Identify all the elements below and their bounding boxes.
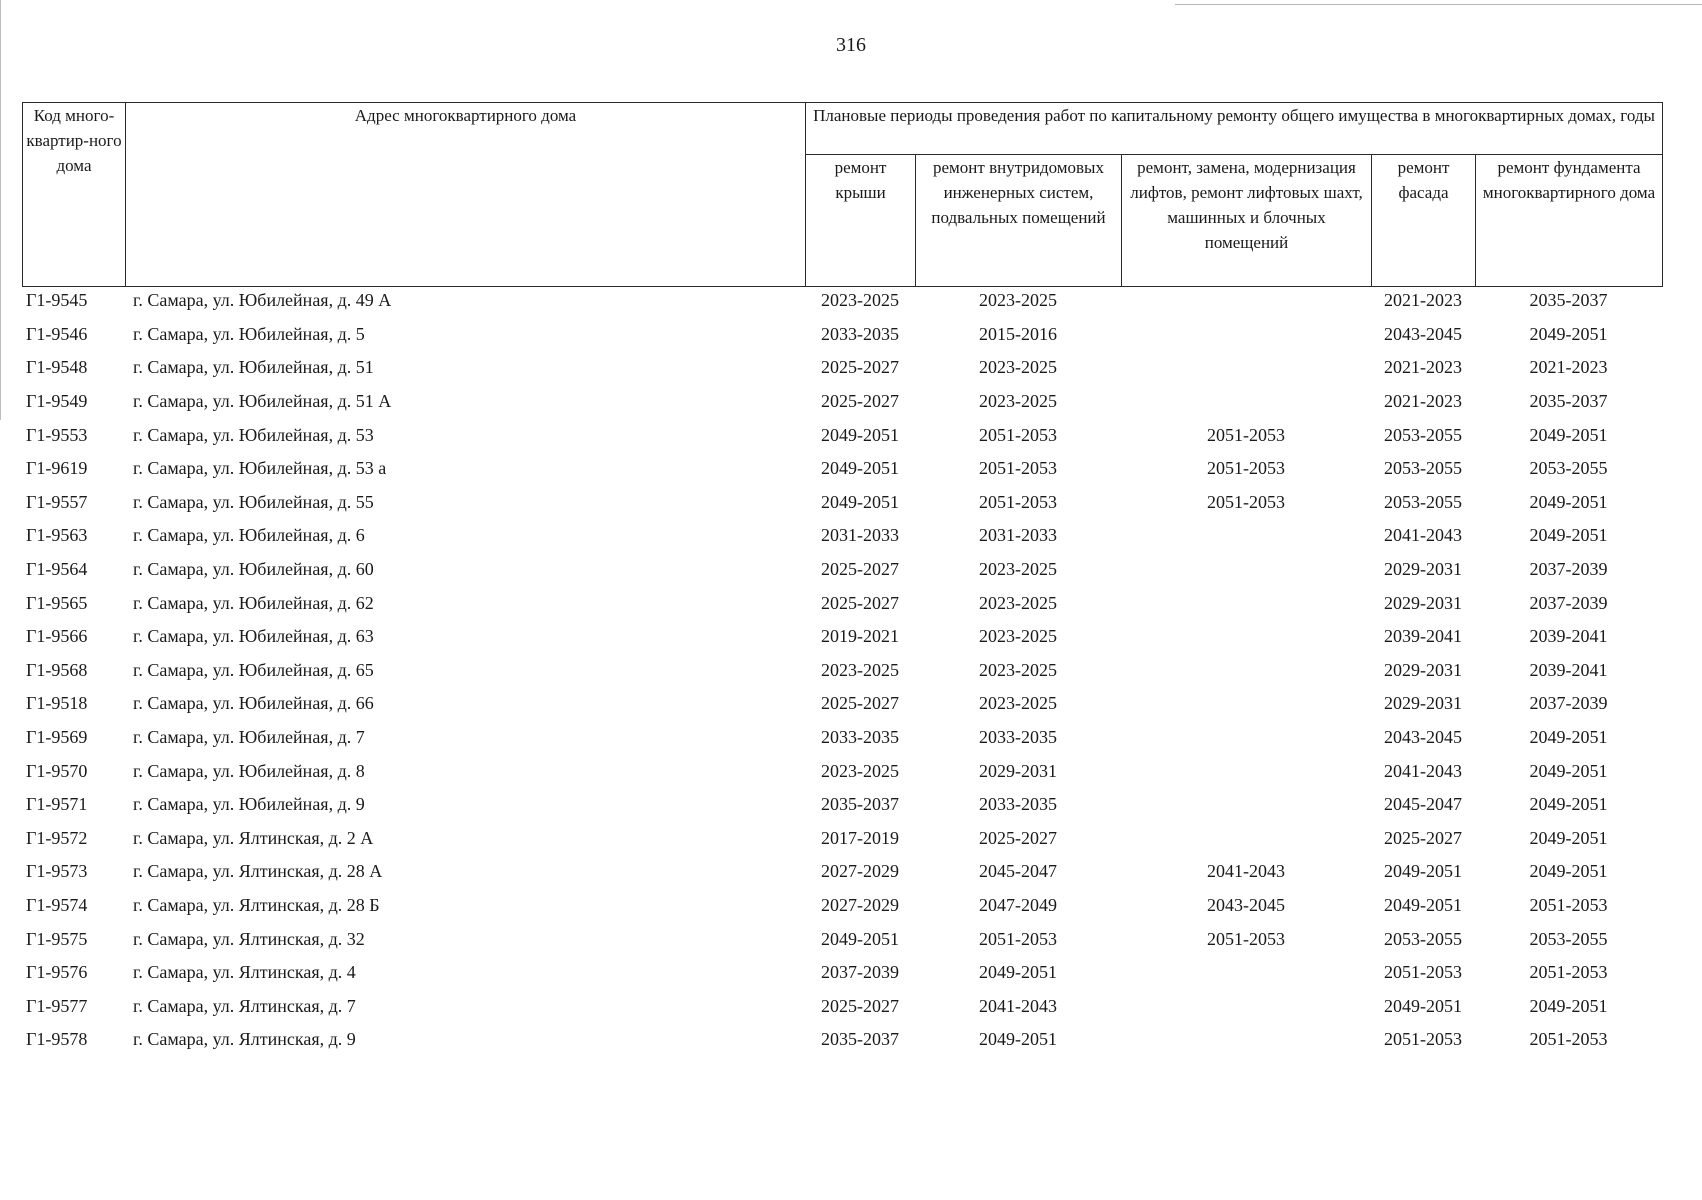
building-address: г. Самара, ул. Ялтинская, д. 2 А [133,827,374,848]
lift-period [1121,654,1371,688]
table-row [22,519,1662,553]
roof-period: 2023-2025 [821,760,899,781]
page-number: 316 [836,34,866,56]
building-address: г. Самара, ул. Юбилейная, д. 5 [133,323,365,344]
building-address: г. Самара, ул. Юбилейная, д. 63 [133,626,374,647]
data-rows [22,284,1662,1057]
roof-period: 2035-2037 [821,794,899,815]
foundation-period: 2039-2041 [1529,659,1608,680]
data-table [22,284,1662,1057]
roof-period: 2033-2035 [821,727,899,748]
roof-period: 2025-2027 [821,559,899,580]
roof-period: 2023-2025 [821,659,899,680]
scan-top-rule [1175,4,1702,5]
engineering-period: 2049-2051 [979,1029,1057,1050]
engineering-period: 2033-2035 [979,794,1057,815]
roof-period: 2025-2027 [821,693,899,714]
building-code: Г1-9549 [26,391,88,412]
foundation-period: 2039-2041 [1529,626,1608,647]
building-code: Г1-9569 [26,727,88,748]
building-code: Г1-9578 [26,1029,88,1050]
lift-period [1121,586,1371,620]
building-code: Г1-9619 [26,458,88,479]
table-row [22,754,1662,788]
table-row [22,385,1662,419]
building-code: Г1-9571 [26,794,88,815]
foundation-period: 2049-2051 [1529,827,1608,848]
building-address: г. Самара, ул. Юбилейная, д. 53 а [133,458,387,479]
facade-period: 2043-2045 [1384,323,1462,344]
table-row [22,586,1662,620]
foundation-period: 2051-2053 [1529,962,1608,983]
engineering-period: 2023-2025 [979,290,1057,311]
lift-period [1121,754,1371,788]
lift-period [1121,284,1371,318]
lift-period: 2051-2053 [1207,491,1285,512]
building-code: Г1-9570 [26,760,88,781]
table-row [22,889,1662,923]
header-address: Адрес многоквартирного дома [126,103,806,287]
facade-period: 2043-2045 [1384,727,1462,748]
lift-period: 2043-2045 [1207,894,1285,915]
foundation-period: 2049-2051 [1529,323,1608,344]
building-address: г. Самара, ул. Юбилейная, д. 60 [133,559,374,580]
building-address: г. Самара, ул. Ялтинская, д. 32 [133,928,365,949]
facade-period: 2051-2053 [1384,962,1462,983]
building-address: г. Самара, ул. Юбилейная, д. 9 [133,794,365,815]
building-address: г. Самара, ул. Ялтинская, д. 28 Б [133,894,380,915]
engineering-period: 2025-2027 [979,827,1057,848]
engineering-period: 2033-2035 [979,727,1057,748]
roof-period: 2025-2027 [821,592,899,613]
foundation-period: 2037-2039 [1529,592,1608,613]
header-foundation: ремонт фундамента многоквартирного дома [1476,155,1663,287]
foundation-period: 2049-2051 [1529,424,1608,445]
foundation-period: 2035-2037 [1529,290,1608,311]
table-row [22,318,1662,352]
roof-period: 2027-2029 [821,861,899,882]
lift-period [1121,620,1371,654]
foundation-period: 2035-2037 [1529,391,1608,412]
table-row [22,418,1662,452]
building-code: Г1-9557 [26,491,88,512]
building-code: Г1-9564 [26,559,88,580]
foundation-period: 2053-2055 [1529,458,1608,479]
engineering-period: 2047-2049 [979,894,1057,915]
table-row [22,654,1662,688]
lift-period: 2051-2053 [1207,458,1285,479]
table-row [22,721,1662,755]
roof-period: 2049-2051 [821,491,899,512]
foundation-period: 2053-2055 [1529,928,1608,949]
table-row [22,922,1662,956]
lift-period [1121,822,1371,856]
lift-period [1121,788,1371,822]
table-row [22,553,1662,587]
building-code: Г1-9572 [26,827,88,848]
table-header [22,102,1663,287]
roof-period: 2035-2037 [821,1029,899,1050]
facade-period: 2029-2031 [1384,592,1462,613]
engineering-period: 2029-2031 [979,760,1057,781]
lift-period: 2051-2053 [1207,928,1285,949]
foundation-period: 2049-2051 [1529,995,1608,1016]
roof-period: 2019-2021 [821,626,899,647]
building-code: Г1-9574 [26,894,88,915]
building-address: г. Самара, ул. Юбилейная, д. 6 [133,525,365,546]
foundation-period: 2049-2051 [1529,525,1608,546]
facade-period: 2029-2031 [1384,659,1462,680]
building-code: Г1-9563 [26,525,88,546]
lift-period [1121,956,1371,990]
lift-period: 2051-2053 [1207,424,1285,445]
engineering-period: 2023-2025 [979,693,1057,714]
table-row [22,351,1662,385]
building-address: г. Самара, ул. Юбилейная, д. 66 [133,693,374,714]
building-code: Г1-9546 [26,323,88,344]
table-row [22,452,1662,486]
facade-period: 2025-2027 [1384,827,1462,848]
foundation-period: 2049-2051 [1529,861,1608,882]
header-code: Код много-квартир-ного дома [23,103,126,287]
facade-period: 2053-2055 [1384,491,1462,512]
facade-period: 2049-2051 [1384,861,1462,882]
table-row [22,284,1662,318]
facade-period: 2053-2055 [1384,424,1462,445]
header-roof: ремонт крыши [806,155,916,287]
facade-period: 2041-2043 [1384,525,1462,546]
lift-period: 2041-2043 [1207,861,1285,882]
engineering-period: 2023-2025 [979,626,1057,647]
roof-period: 2027-2029 [821,894,899,915]
engineering-period: 2023-2025 [979,391,1057,412]
header-periods: Плановые периоды проведения работ по капитальному ремонту общего имущества в многоквартирных домах, годы [806,103,1663,155]
table-row [22,855,1662,889]
building-address: г. Самара, ул. Юбилейная, д. 62 [133,592,374,613]
facade-period: 2053-2055 [1384,928,1462,949]
facade-period: 2021-2023 [1384,391,1462,412]
building-address: г. Самара, ул. Юбилейная, д. 65 [133,659,374,680]
facade-period: 2021-2023 [1384,290,1462,311]
foundation-period: 2021-2023 [1529,357,1608,378]
lift-period [1121,318,1371,352]
building-code: Г1-9573 [26,861,88,882]
roof-period: 2049-2051 [821,928,899,949]
roof-period: 2037-2039 [821,962,899,983]
foundation-period: 2049-2051 [1529,491,1608,512]
roof-period: 2049-2051 [821,458,899,479]
roof-period: 2017-2019 [821,827,899,848]
building-code: Г1-9576 [26,962,88,983]
scan-left-rule [0,0,1,420]
building-address: г. Самара, ул. Ялтинская, д. 4 [133,962,356,983]
building-address: г. Самара, ул. Юбилейная, д. 53 [133,424,374,445]
building-code: Г1-9548 [26,357,88,378]
engineering-period: 2051-2053 [979,928,1057,949]
engineering-period: 2023-2025 [979,659,1057,680]
engineering-period: 2031-2033 [979,525,1057,546]
table-row [22,687,1662,721]
lift-period [1121,1023,1371,1057]
facade-period: 2045-2047 [1384,794,1462,815]
roof-period: 2049-2051 [821,424,899,445]
table-row [22,822,1662,856]
lift-period [1121,687,1371,721]
facade-period: 2049-2051 [1384,894,1462,915]
facade-period: 2053-2055 [1384,458,1462,479]
engineering-period: 2051-2053 [979,491,1057,512]
table-row [22,956,1662,990]
table-row [22,486,1662,520]
header-facade: ремонт фасада [1372,155,1476,287]
building-address: г. Самара, ул. Ялтинская, д. 9 [133,1029,356,1050]
building-address: г. Самара, ул. Юбилейная, д. 51 А [133,391,392,412]
engineering-period: 2023-2025 [979,592,1057,613]
facade-period: 2029-2031 [1384,693,1462,714]
building-code: Г1-9566 [26,626,88,647]
engineering-period: 2041-2043 [979,995,1057,1016]
building-code: Г1-9565 [26,592,88,613]
foundation-period: 2049-2051 [1529,760,1608,781]
building-code: Г1-9568 [26,659,88,680]
header-engineering: ремонт внутридомовых инженерных систем, подвальных помещений [916,155,1122,287]
building-address: г. Самара, ул. Юбилейная, д. 7 [133,727,365,748]
lift-period [1121,351,1371,385]
foundation-period: 2049-2051 [1529,727,1608,748]
roof-period: 2025-2027 [821,995,899,1016]
table-row [22,620,1662,654]
engineering-period: 2023-2025 [979,357,1057,378]
facade-period: 2021-2023 [1384,357,1462,378]
foundation-period: 2037-2039 [1529,693,1608,714]
building-address: г. Самара, ул. Юбилейная, д. 49 А [133,290,392,311]
building-code: Г1-9518 [26,693,88,714]
foundation-period: 2051-2053 [1529,894,1608,915]
building-code: Г1-9577 [26,995,88,1016]
lift-period [1121,989,1371,1023]
roof-period: 2033-2035 [821,323,899,344]
engineering-period: 2051-2053 [979,424,1057,445]
engineering-period: 2015-2016 [979,323,1057,344]
facade-period: 2029-2031 [1384,559,1462,580]
table-row [22,989,1662,1023]
building-code: Г1-9545 [26,290,88,311]
facade-period: 2041-2043 [1384,760,1462,781]
lift-period [1121,553,1371,587]
building-code: Г1-9553 [26,424,88,445]
foundation-period: 2049-2051 [1529,794,1608,815]
engineering-period: 2051-2053 [979,458,1057,479]
building-code: Г1-9575 [26,928,88,949]
foundation-period: 2037-2039 [1529,559,1608,580]
lift-period [1121,519,1371,553]
building-address: г. Самара, ул. Юбилейная, д. 55 [133,491,374,512]
lift-period [1121,385,1371,419]
lift-period [1121,721,1371,755]
building-address: г. Самара, ул. Ялтинская, д. 7 [133,995,356,1016]
engineering-period: 2049-2051 [979,962,1057,983]
roof-period: 2025-2027 [821,357,899,378]
building-address: г. Самара, ул. Ялтинская, д. 28 А [133,861,383,882]
roof-period: 2025-2027 [821,391,899,412]
building-address: г. Самара, ул. Юбилейная, д. 51 [133,357,374,378]
header-lifts: ремонт, замена, модернизация лифтов, ремонт лифтовых шахт, машинных и блочных помещений [1122,155,1372,287]
facade-period: 2039-2041 [1384,626,1462,647]
table-row [22,1023,1662,1057]
roof-period: 2031-2033 [821,525,899,546]
facade-period: 2049-2051 [1384,995,1462,1016]
roof-period: 2023-2025 [821,290,899,311]
foundation-period: 2051-2053 [1529,1029,1608,1050]
facade-period: 2051-2053 [1384,1029,1462,1050]
engineering-period: 2023-2025 [979,559,1057,580]
table-row [22,788,1662,822]
building-address: г. Самара, ул. Юбилейная, д. 8 [133,760,365,781]
engineering-period: 2045-2047 [979,861,1057,882]
